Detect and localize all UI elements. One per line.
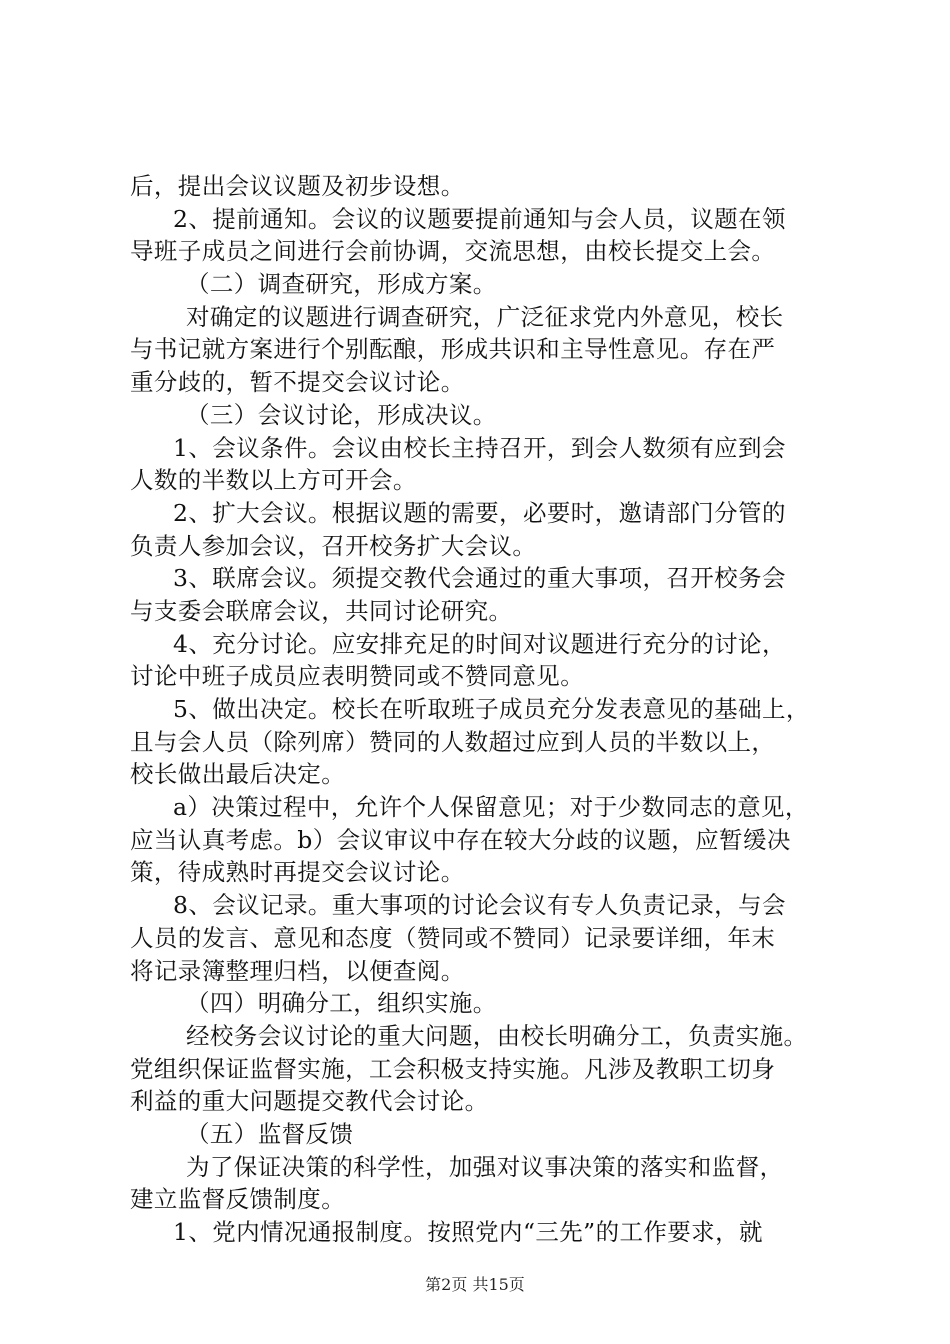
text-line: 负责人参加会议，召开校务扩大会议。 bbox=[130, 531, 537, 560]
text-line: （五）监督反馈 bbox=[186, 1119, 354, 1148]
text-line: （四）明确分工，组织实施。 bbox=[186, 989, 497, 1018]
text-line: 为了保证决策的科学性，加强对议事决策的落实和监督， bbox=[186, 1152, 784, 1181]
text-line: 8、会议记录。重大事项的讨论会议有专人负责记录，与会 bbox=[173, 891, 786, 920]
text-line: 将记录簿整理归档，以便查阅。 bbox=[130, 956, 465, 985]
text-line: 与支委会联席会议，共同讨论研究。 bbox=[130, 596, 513, 625]
text-line: 1、会议条件。会议由校长主持召开，到会人数须有应到会 bbox=[173, 433, 786, 462]
page-footer: 第2页 共15页 bbox=[425, 1275, 525, 1294]
text-line: 讨论中班子成员应表明赞同或不赞同意见。 bbox=[130, 662, 585, 691]
text-line: 建立监督反馈制度。 bbox=[130, 1185, 346, 1214]
text-line: 人数的半数以上方可开会。 bbox=[130, 466, 417, 495]
text-line: 且与会人员（除列席）赞同的人数超过应到人员的半数以上， bbox=[130, 727, 776, 756]
text-line: a）决策过程中，允许个人保留意见；对于少数同志的意见， bbox=[173, 793, 809, 822]
text-line: 应当认真考虑。b）会议审议中存在较大分歧的议题，应暂缓决 bbox=[130, 825, 791, 854]
text-line: 2、扩大会议。根据议题的需要，必要时，邀请部门分管的 bbox=[173, 498, 786, 527]
text-line: 策，待成熟时再提交会议讨论。 bbox=[130, 858, 465, 887]
text-line: 重分歧的，暂不提交会议讨论。 bbox=[130, 368, 465, 397]
text-line: 人员的发言、意见和态度（赞同或不赞同）记录要详细，年末 bbox=[130, 923, 776, 952]
text-line: 与书记就方案进行个别酝酿，形成共识和主导性意见。存在严 bbox=[130, 335, 776, 364]
body-text bbox=[130, 170, 830, 1249]
text-line: 1、党内情况通报制度。按照党内“三先”的工作要求，就 bbox=[173, 1218, 763, 1246]
text-line: 5、做出决定。校长在听取班子成员充分发表意见的基础上， bbox=[173, 695, 810, 723]
text-line: 3、联席会议。须提交教代会通过的重大事项，召开校务会 bbox=[173, 564, 786, 593]
text-line: 2、提前通知。会议的议题要提前通知与会人员，议题在领 bbox=[173, 204, 786, 233]
text-line: 利益的重大问题提交教代会讨论。 bbox=[130, 1087, 489, 1116]
text-line: 党组织保证监督实施，工会积极支持实施。凡涉及教职工切身 bbox=[130, 1054, 776, 1083]
text-line: 后，提出会议议题及初步设想。 bbox=[130, 172, 465, 200]
text-line: 导班子成员之间进行会前协调，交流思想，由校长提交上会。 bbox=[130, 237, 776, 266]
text-line: （三）会议讨论，形成决议。 bbox=[186, 400, 497, 429]
text-line: 校长做出最后决定。 bbox=[130, 760, 346, 789]
text-line: 对确定的议题进行调查研究，广泛征求党内外意见，校长 bbox=[186, 302, 784, 331]
text-line: 4、充分讨论。应安排充足的时间对议题进行充分的讨论， bbox=[173, 629, 786, 658]
text-line: （二）调查研究，形成方案。 bbox=[186, 270, 497, 299]
text-line: 经校务会议讨论的重大问题，由校长明确分工，负责实施。 bbox=[186, 1021, 808, 1050]
